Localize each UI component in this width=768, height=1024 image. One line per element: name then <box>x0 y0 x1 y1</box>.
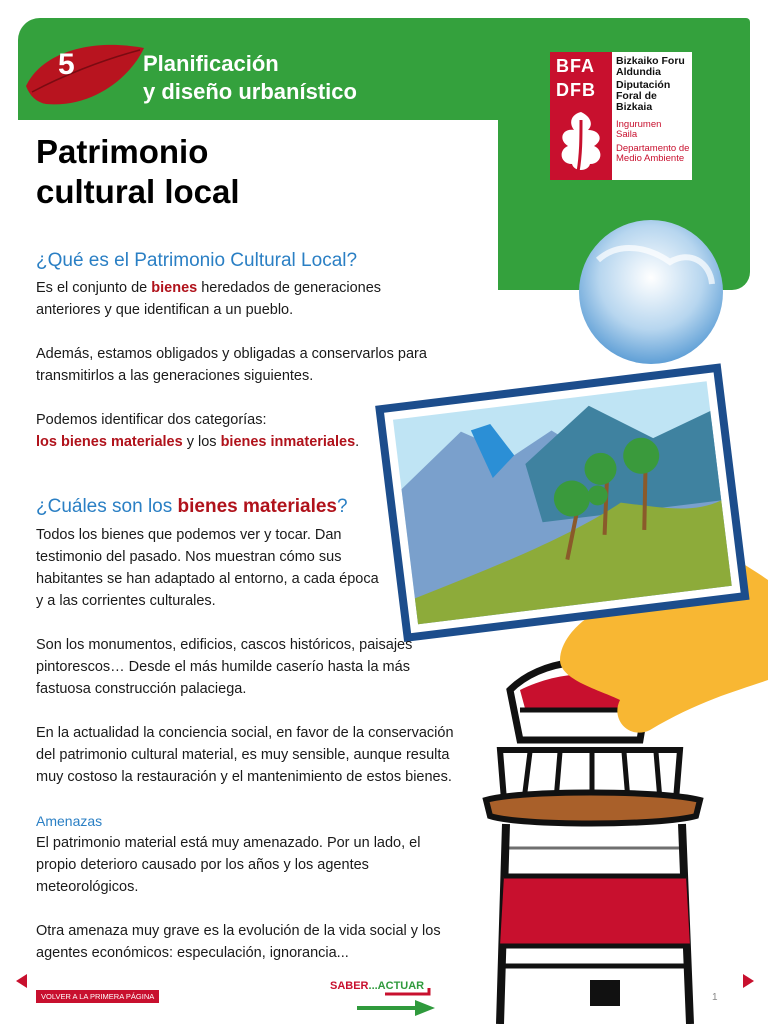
sky-circle <box>579 220 723 364</box>
landscape-painting <box>380 368 745 638</box>
next-page-arrow-icon[interactable] <box>743 974 754 988</box>
threats-heading: Amenazas <box>36 813 103 829</box>
previous-page-arrow-icon[interactable] <box>16 974 27 988</box>
back-to-first-page-button[interactable]: VOLVER A LA PRIMERA PÁGINA <box>36 990 159 1003</box>
paragraph-categories: Podemos identificar dos categorías: los bienes materiales y los bienes inmateriales. <box>36 412 360 450</box>
logo-dept-basque: Ingurumen Saila <box>616 119 662 140</box>
saber-actuar-logo: SABER...ACTUAR <box>330 980 425 992</box>
logo-text-spanish: Diputación Foral de Bizkaia <box>616 79 671 113</box>
section-title: Planificación y diseño urbanístico <box>143 51 357 104</box>
paragraph-conservation: En la actualidad la conciencia social, en favor de la conservación del patrimonio cultural material, es muy sensible, aunque resulta muy costoso la restauración y el mantenimiento de estos bienes. <box>36 725 454 785</box>
section-heading-what: ¿Qué es el Patrimonio Cultural Local? <box>36 250 358 271</box>
paragraph-obligation: Además, estamos obligados y obligadas a conservarlos para transmitirlos a las generaciones siguientes. <box>36 346 427 384</box>
page-number: 1 <box>712 992 718 1003</box>
section-number: 5 <box>58 48 75 81</box>
section-heading-material: ¿Cuáles son los bienes materiales? <box>36 496 348 517</box>
paragraph-material-definition: Todos los bienes que podemos ver y tocar. Dan testimonio del pasado. Nos muestran cómo sus habitantes se han adaptado al entorno, a cada época y a las corrientes culturales. <box>36 527 379 609</box>
paragraph-threats-social: Otra amenaza muy grave es la evolución de la vida social y los agentes económicos: especulación, ignorancia... <box>36 923 441 961</box>
logo-text-basque: Bizkaiko Foru Aldundia <box>616 55 685 78</box>
page-title: Patrimonio cultural local <box>36 133 240 210</box>
paragraph-definition: Es el conjunto de bienes heredados de generaciones anteriores y que identifican a un pueblo. <box>36 280 382 318</box>
paragraph-threats-deterioration: El patrimonio material está muy amenazado. Por un lado, el propio deterioro causado por los años y los agentes meteorológicos. <box>36 835 421 895</box>
logo-dept-spanish: Departamento de Medio Ambiente <box>616 143 690 164</box>
logo-red-panel: BFA DFB <box>550 52 612 180</box>
paragraph-monuments: Son los monumentos, edificios, cascos históricos, paisajes pintorescos… Desde el más humilde caserío hasta la más fastuosa construcción palaciega. <box>36 637 413 697</box>
